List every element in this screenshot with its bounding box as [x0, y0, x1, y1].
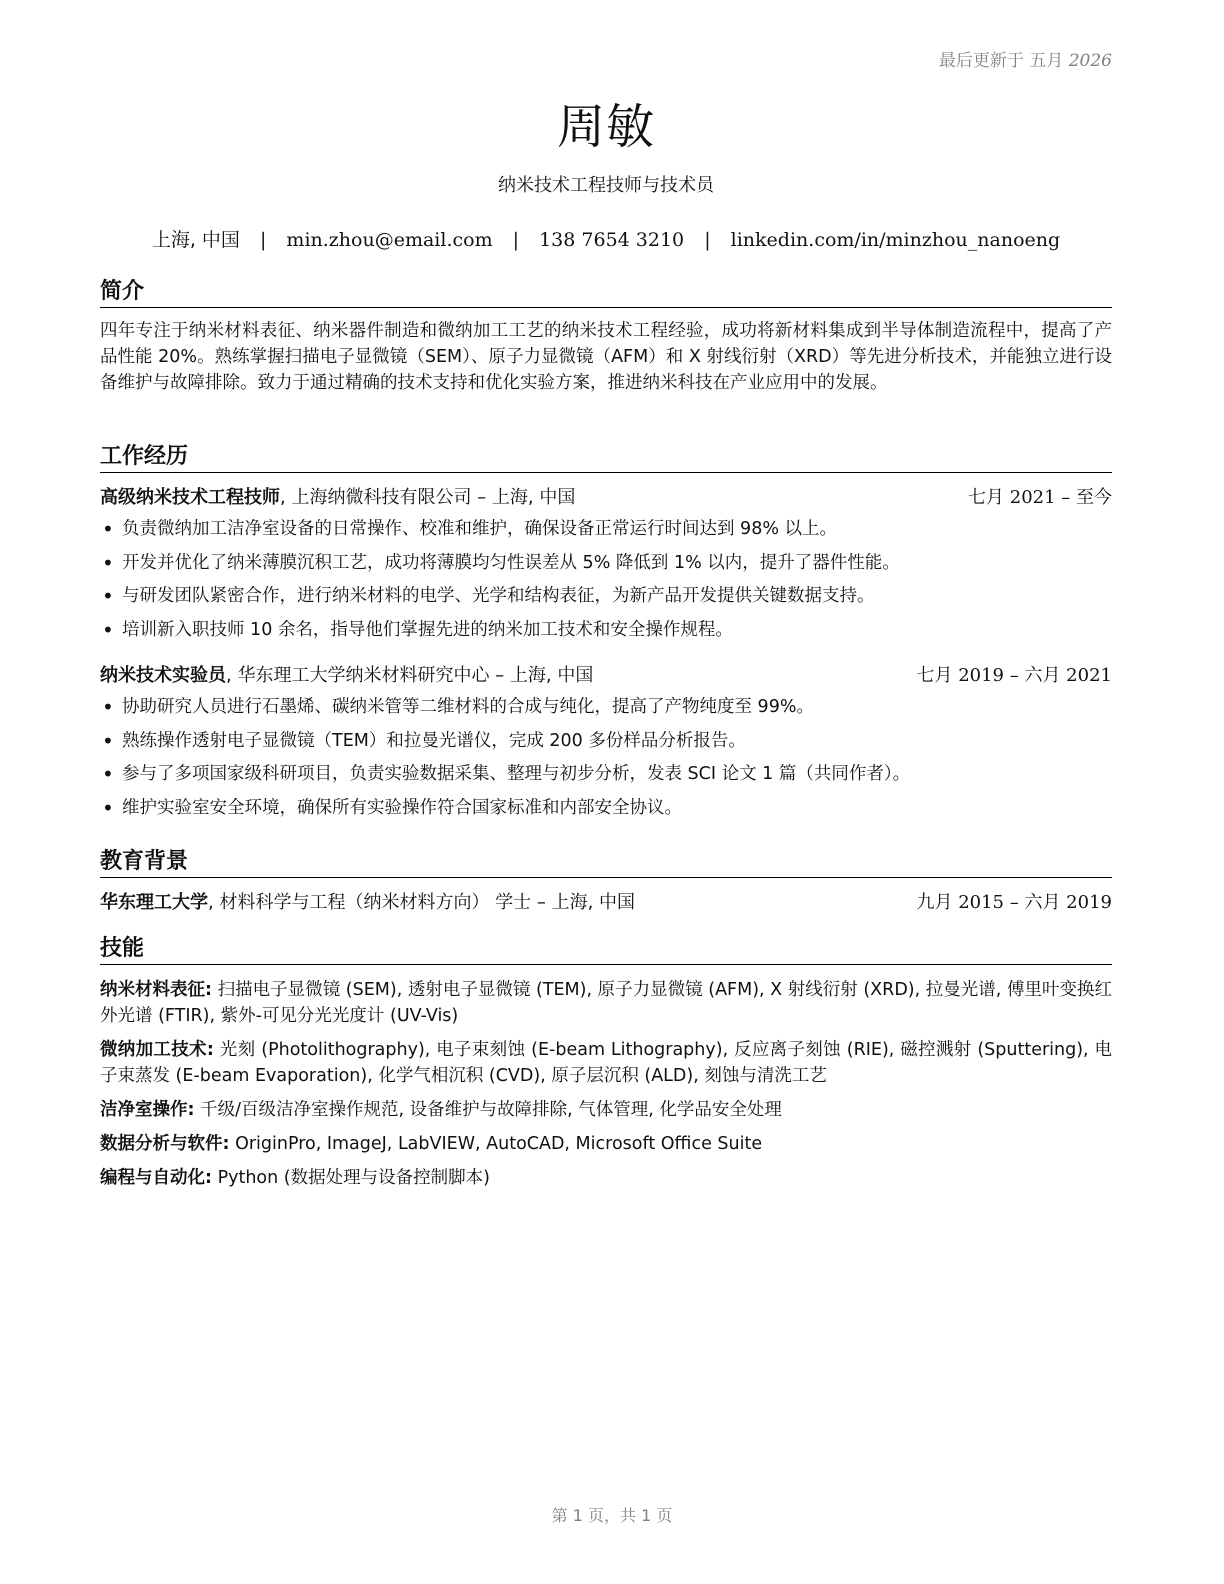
contact-separator: | — [512, 229, 520, 251]
skill-label: 洁净室操作: — [100, 1100, 195, 1120]
section-title-education: 教育背景 — [100, 848, 1112, 878]
skill-label: 纳米材料表征: — [100, 980, 213, 1000]
contact-linkedin-link[interactable]: linkedin.com/in/minzhou_nanoeng — [730, 229, 1061, 251]
skill-row — [100, 1131, 1112, 1157]
last-updated — [939, 46, 1112, 71]
job-bullets — [100, 513, 1112, 647]
job-bullet: • 参与了多项国家级科研项目，负责实验数据采集、整理与初步分析，发表 SCI 论文 1 篇（共同作者）。 — [100, 758, 1112, 792]
education-dates: 九月 2015 – 六月 2019 — [916, 892, 1112, 913]
job-bullet: • 熟练操作透射电子显微镜（TEM）和拉曼光谱仪，完成 200 多份样品分析报告。 — [100, 725, 1112, 759]
contact-phone-link[interactable]: 138 7654 3210 — [539, 229, 685, 251]
skill-text: 千级/百级洁净室操作规范, 设备维护与故障排除, 气体管理, 化学品安全处理 — [194, 1100, 782, 1120]
job-org: , 华东理工大学纳米材料研究中心 – 上海, 中国 — [226, 665, 594, 686]
job-header — [100, 485, 1112, 511]
skill-row — [100, 1037, 1112, 1089]
job-header — [100, 663, 1112, 689]
skill-text: 扫描电子显微镜 (SEM), 透射电子显微镜 (TEM), 原子力显微镜 (AFM), X 射线衍射 (XRD), 拉曼光谱, 傅里叶变换红外光谱 (FTIR), 紫外-可见分光光度计 (UV-Vis) — [100, 980, 1112, 1026]
job-bullets — [100, 691, 1112, 825]
page-number: 第 1 页，共 1 页 — [551, 1506, 673, 1525]
experience-section — [100, 443, 1112, 825]
summary-section — [100, 278, 1112, 396]
last-updated-prefix: 最后更新于 五月 — [938, 51, 1064, 71]
summary-text: 四年专注于纳米材料表征、纳米器件制造和微纳加工工艺的纳米技术工程经验，成功将新材料集成到半导体制造流程中，提高了产品性能 20%。熟练掌握扫描电子显微镜（SEM）、原子力显微镜（AFM）和 X 射线衍射（XRD）等先进分析技术，并能独立进行设备维护与故障排除。致力于通过精确的技术支持和优化实验方案，推进纳米科技在产业应用中的发展。 — [100, 321, 1112, 393]
skill-text: 光刻 (Photolithography), 电子束刻蚀 (E-beam Lithography), 反应离子刻蚀 (RIE), 磁控溅射 (Sputtering), 电子束蒸发 (E-beam Evaporation), 化学气相沉积 (CVD), 原子层沉积 (ALD), 刻蚀与清洗工艺 — [100, 1040, 1112, 1086]
last-updated-year: 2026 — [1068, 51, 1112, 71]
job-dates: 七月 2019 – 六月 2021 — [916, 665, 1112, 686]
job-org: , 上海纳微科技有限公司 – 上海, 中国 — [280, 487, 576, 508]
job-bullet: • 与研发团队紧密合作，进行纳米材料的电学、光学和结构表征，为新产品开发提供关键数据支持。 — [100, 580, 1112, 614]
skill-text: Python (数据处理与设备控制脚本) — [212, 1168, 490, 1188]
contact-email-link[interactable]: min.zhou@email.com — [286, 229, 493, 251]
section-title-summary: 简介 — [100, 278, 1112, 308]
job-bullet: • 开发并优化了纳米薄膜沉积工艺，成功将薄膜均匀性误差从 5% 降低到 1% 以内，提升了器件性能。 — [100, 547, 1112, 581]
section-title-skills: 技能 — [100, 935, 1112, 965]
job-entry — [100, 485, 1112, 647]
skill-row — [100, 1097, 1112, 1123]
education-section — [100, 848, 1112, 916]
candidate-name: 周敏 — [556, 99, 655, 155]
job-bullet: • 培训新入职技师 10 余名，指导他们掌握先进的纳米加工技术和安全操作规程。 — [100, 614, 1112, 648]
job-entry — [100, 663, 1112, 825]
job-dates: 七月 2021 – 至今 — [968, 487, 1112, 508]
skills-section — [100, 935, 1112, 1191]
job-bullet: • 负责微纳加工洁净室设备的日常操作、校准和维护，确保设备正常运行时间达到 98% 以上。 — [100, 513, 1112, 547]
contact-separator: | — [259, 229, 267, 251]
skill-row — [100, 1165, 1112, 1191]
education-entry — [100, 890, 1112, 916]
skill-label: 微纳加工技术: — [100, 1040, 214, 1060]
section-title-experience: 工作经历 — [100, 443, 1112, 473]
education-school: 华东理工大学 — [100, 892, 208, 913]
candidate-headline: 纳米技术工程技师与技术员 — [498, 175, 714, 196]
skill-label: 数据分析与软件: — [100, 1134, 230, 1154]
skill-row — [100, 977, 1112, 1029]
contact-separator: | — [704, 229, 711, 251]
job-role: 高级纳米技术工程技师 — [100, 487, 280, 508]
skill-text: OriginPro, ImageJ, LabVIEW, AutoCAD, Microsoft Office Suite — [229, 1134, 763, 1154]
job-bullet: • 维护实验室安全环境，确保所有实验操作符合国家标准和内部安全协议。 — [100, 792, 1112, 826]
job-role: 纳米技术实验员 — [100, 665, 226, 686]
contact-line — [100, 225, 1112, 252]
contact-location: 上海, 中国 — [151, 229, 240, 251]
skill-label: 编程与自动化: — [100, 1168, 212, 1188]
job-bullet: • 协助研究人员进行石墨烯、碳纳米管等二维材料的合成与纯化，提高了产物纯度至 99%。 — [100, 691, 1112, 725]
education-detail: , 材料科学与工程（纳米材料方向） 学士 – 上海, 中国 — [208, 892, 636, 913]
